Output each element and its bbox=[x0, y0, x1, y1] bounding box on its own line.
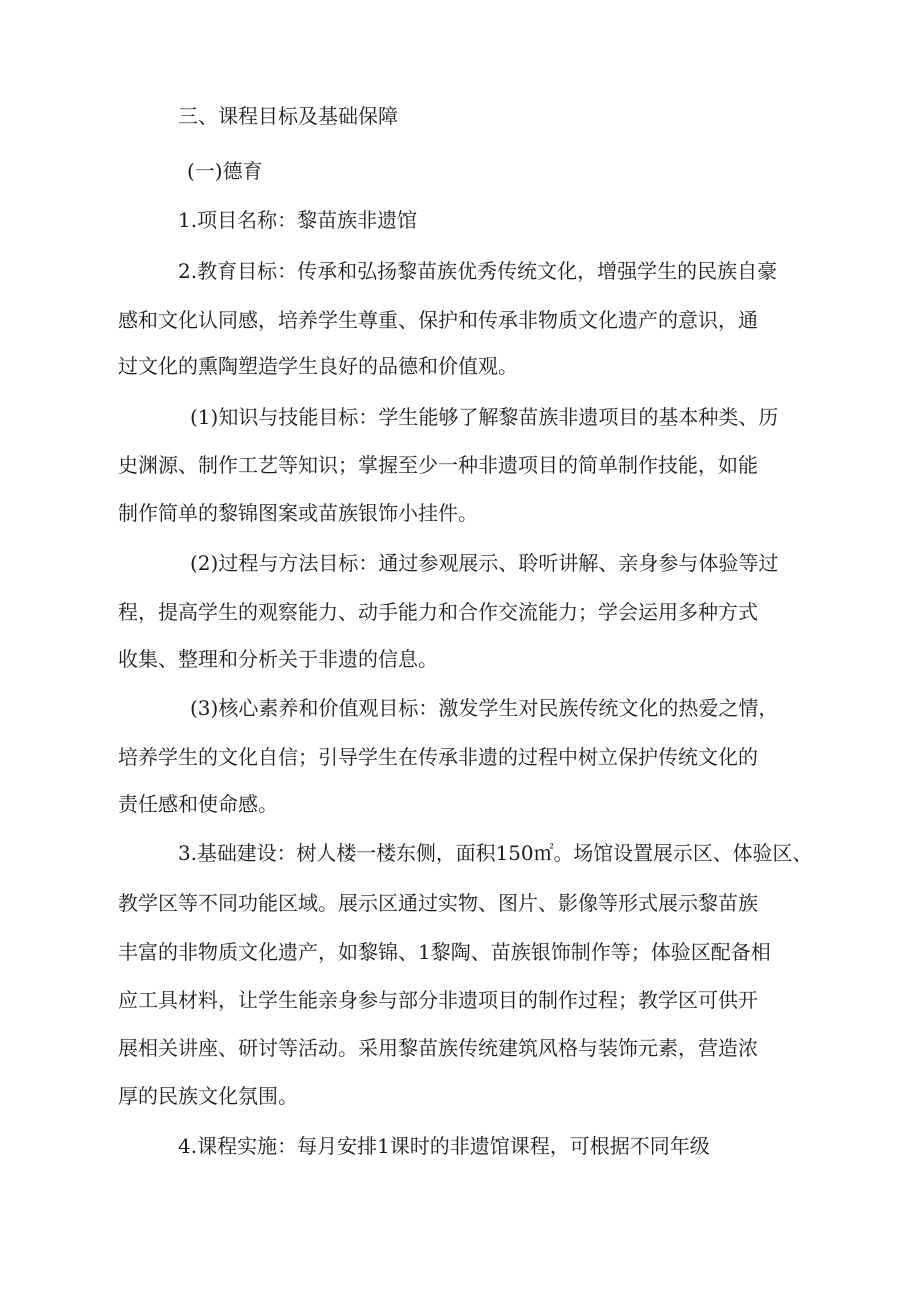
item-1-project-name: 1.项目名称：黎苗族非遗馆 bbox=[178, 208, 418, 232]
item-3-line-5: 展相关讲座、研讨等活动。采用黎苗族传统建筑风格与装饰元素，营造浓 bbox=[118, 1036, 758, 1060]
goal-3-line-1: (3)核心素养和价值观目标：激发学生对民族传统文化的热爱之情， bbox=[190, 696, 779, 720]
item-4-line-1: 4.课程实施：每月安排1课时的非遗馆课程，可根据不同年级 bbox=[178, 1134, 710, 1158]
item-2-line-1: 2.教育目标：传承和弘扬黎苗族优秀传统文化，增强学生的民族自豪 bbox=[178, 259, 778, 283]
item-3-line-1: 3.基础建设：树人楼一楼东侧，面积150㎡。场馆设置展示区、体验区、 bbox=[178, 842, 813, 865]
item-2-line-3: 过文化的熏陶塑造学生良好的品德和价值观。 bbox=[118, 354, 518, 378]
goal-3-line-2: 培养学生的文化自信；引导学生在传承非遗的过程中树立保护传统文化的 bbox=[118, 745, 758, 769]
item-2-line-2: 感和文化认同感，培养学生尊重、保护和传承非物质文化遗产的意识，通 bbox=[118, 308, 758, 332]
item-3-line-3: 丰富的非物质文化遗产，如黎锦、1黎陶、苗族银饰制作等；体验区配备相 bbox=[118, 940, 771, 964]
item-3-line-2: 教学区等不同功能区域。展示区通过实物、图片、影像等形式展示黎苗族 bbox=[118, 891, 758, 915]
section-heading: 三、课程目标及基础保障 bbox=[178, 104, 398, 128]
goal-1-line-2: 史渊源、制作工艺等知识；掌握至少一种非遗项目的简单制作技能，如能 bbox=[118, 453, 758, 477]
goal-1-line-1: (1)知识与技能目标：学生能够了解黎苗族非遗项目的基本种类、历 bbox=[190, 405, 779, 429]
subsection-heading: (一)德育 bbox=[187, 159, 263, 183]
goal-2-line-1: (2)过程与方法目标：通过参观展示、聆听讲解、亲身参与体验等过 bbox=[190, 551, 779, 575]
goal-1-line-3: 制作简单的黎锦图案或苗族银饰小挂件。 bbox=[118, 501, 478, 525]
goal-2-line-3: 收集、整理和分析关于非遗的信息。 bbox=[118, 647, 438, 671]
item-3-line-4: 应工具材料，让学生能亲身参与部分非遗项目的制作过程；教学区可供开 bbox=[118, 988, 758, 1012]
item-3-line-6: 厚的民族文化氛围。 bbox=[118, 1084, 298, 1108]
goal-3-line-3: 责任感和使命感。 bbox=[118, 792, 278, 816]
goal-2-line-2: 程，提高学生的观察能力、动手能力和合作交流能力；学会运用多种方式 bbox=[118, 600, 758, 624]
